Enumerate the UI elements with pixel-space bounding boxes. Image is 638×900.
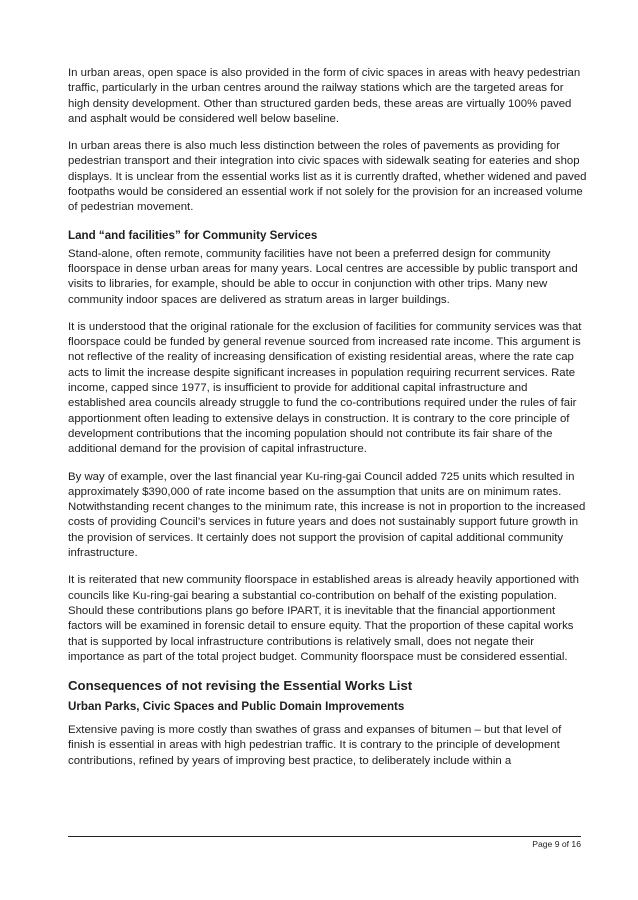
paragraph-civic-spaces: In urban areas, open space is also provided in the form of civic spaces in areas with heavy pedestrian traffic, particularly in the urban centres around the railway stations which are the targeted areas for high density development. Other than structured garden beds, these areas are virtually 100% paved and asphalt would be considered well below baseline. [68,67,581,125]
paragraph-extensive-paving: Extensive paving is more costly than swathes of grass and expanses of bitumen – but that level of finish is essential in areas with high pedestrian traffic. It is contrary to the principle of development contributions, refined by years of improving best practice, to deliberately include within a [68,724,562,767]
paragraph-stand-alone-facilities: Stand-alone, often remote, community facilities have not been a preferred design for community floorspace in dense urban areas for many years. Local centres are accessible by public transport and visits to libraries, for example, should be able to occur in conjunction with other trips. Many new community indoor spaces are delivered as stratum areas in larger buildings. [68,247,578,306]
document-body [68,66,588,781]
paragraph-original-rationale: It is understood that the original rationale for the exclusion of facilities for community services was that floorspace could be funded by general revenue sourced from increased rate income. This argument is not reflective of the reality of increasing densification of existing residential areas, where the rate cap acts to limit the increase despite significant increases in population requiring recurrent services. Rate income, capped since 1977, is insufficient to provide for additional capital infrastructure and established area councils already struggle to fund the co-contributions required under the rules of fair apportionment often leading to extensive delays in construction. It is contrary to the core principle of development contributions that the incoming population should not contribute its fair share of the additional demand for the provision of capital infrastructure. [68,320,582,456]
paragraph-ku-ring-gai-example: By way of example, over the last financial year Ku-ring-gai Council added 725 units which resulted in approximately $390,000 of rate income based on the assumption that units are on minimum rates. Notwithstanding recent changes to the minimum rate, this increase is not in proportion to the increased costs of providing Council’s services in future years and does not sustainably support future growth in the provision of services. It certainly does not support the provision of capital additional community infrastructure. [68,470,586,560]
heading-consequences: Consequences of not revising the Essential Works List [68,678,413,694]
heading-urban-parks: Urban Parks, Civic Spaces and Public Domain Improvements [68,700,405,714]
footer-divider [68,836,581,837]
heading-land-and-facilities: Land “and facilities” for Community Services [68,228,318,242]
page-number: Page 9 of 16 [532,839,581,849]
paragraph-pavements: In urban areas there is also much less distinction between the roles of pavements as providing for pedestrian transport and their integration into civic spaces with sidewalk seating for eateries and shop displays. It is unclear from the essential works list as it is currently drafted, whether widened and paved footpaths would be considered an essential work if not solely for the provision for an increased volume of pedestrian movement. [68,140,587,214]
paragraph-reiterated: It is reiterated that new community floorspace in established areas is already heavily apportioned with councils like Ku-ring-gai bearing a substantial co-contribution on behalf of the existing population. Should these contributions plans go before IPART, it is inevitable that the financial apportionment factors will be examined in forensic detail to ensure equity. That the proportion of these capital works that is supported by local infrastructure contributions is relatively small, does not negate their importance as part of the total project budget. Community floorspace must be considered essential. [68,574,579,663]
